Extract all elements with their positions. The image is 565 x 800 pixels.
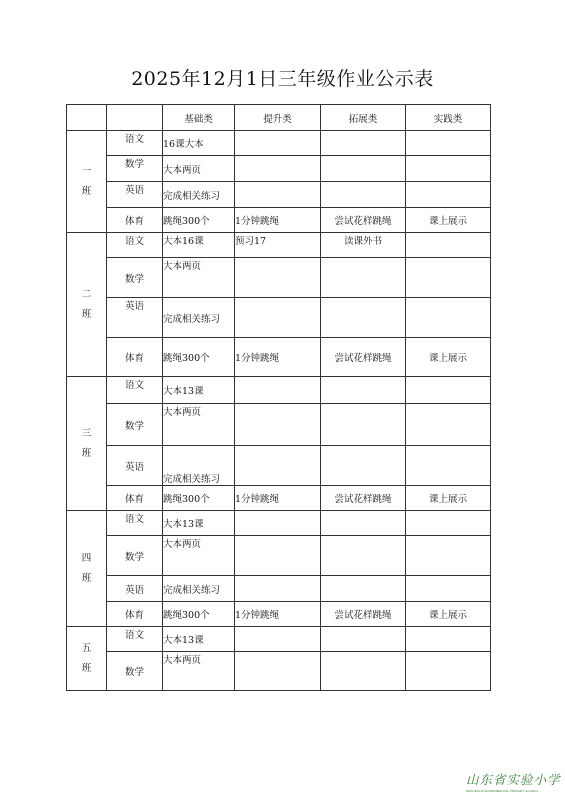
header-subject [107, 105, 163, 131]
practice-cell [406, 156, 491, 182]
basic-cell: 大本13课 [163, 377, 235, 404]
subject-cell: 体育 [107, 338, 163, 377]
extend-cell [321, 404, 406, 446]
practice-cell [406, 446, 491, 486]
improve-cell [235, 627, 321, 652]
practice-cell [406, 536, 491, 576]
header-basic: 基础类 [163, 105, 235, 131]
subject-cell: 数学 [107, 652, 163, 691]
extend-cell [321, 258, 406, 298]
basic-cell: 大本两页 [163, 652, 235, 691]
basic-cell: 16课大本 [163, 131, 235, 156]
table-row [67, 208, 491, 233]
practice-cell [406, 131, 491, 156]
practice-cell [406, 233, 491, 258]
subject-cell: 语文 [107, 233, 163, 258]
subject-cell: 体育 [107, 602, 163, 627]
header-practice: 实践类 [406, 105, 491, 131]
table-row [67, 536, 491, 576]
school-logo-name: 山东省实验小学 [466, 772, 561, 787]
class-cell-3: 三 班 [67, 377, 107, 511]
table-row [67, 446, 491, 486]
table-row [67, 576, 491, 602]
extend-cell [321, 377, 406, 404]
improve-cell [235, 258, 321, 298]
extend-cell [321, 511, 406, 536]
extend-cell: 尝试花样跳绳 [321, 208, 406, 233]
class-cell-4: 四 班 [67, 511, 107, 627]
table-row [67, 377, 491, 404]
basic-cell: 大本13课 [163, 511, 235, 536]
header-improve: 提升类 [235, 105, 321, 131]
basic-cell: 大本两页 [163, 536, 235, 576]
subject-cell: 数学 [107, 156, 163, 182]
subject-cell: 数学 [107, 536, 163, 576]
class-cell-2: 二 班 [67, 233, 107, 377]
improve-cell [235, 377, 321, 404]
improve-cell [235, 298, 321, 338]
basic-cell: 大本16课 [163, 233, 235, 258]
header-row [67, 105, 491, 131]
improve-cell [235, 446, 321, 486]
extend-cell [321, 536, 406, 576]
table-row [67, 131, 491, 156]
practice-cell [406, 298, 491, 338]
practice-cell: 课上展示 [406, 486, 491, 511]
extend-cell: 尝试花样跳绳 [321, 602, 406, 627]
table-row [67, 233, 491, 258]
basic-cell: 完成相关练习 [163, 182, 235, 208]
extend-cell [321, 131, 406, 156]
class-cell-1: 一 班 [67, 131, 107, 233]
extend-cell: 尝试花样跳绳 [321, 486, 406, 511]
class-cell-5: 五 班 [67, 627, 107, 691]
table-row [67, 652, 491, 691]
improve-cell: 1分钟跳绳 [235, 486, 321, 511]
school-logo [466, 770, 562, 796]
practice-cell [406, 377, 491, 404]
improve-cell [235, 511, 321, 536]
basic-cell: 跳绳300个 [163, 486, 235, 511]
extend-cell [321, 156, 406, 182]
subject-cell: 英语 [107, 182, 163, 208]
table-row [67, 258, 491, 298]
table-row [67, 627, 491, 652]
improve-cell [235, 131, 321, 156]
table-row [67, 486, 491, 511]
basic-cell: 完成相关练习 [163, 576, 235, 602]
extend-cell: 尝试花样跳绳 [321, 338, 406, 377]
improve-cell [235, 536, 321, 576]
practice-cell [406, 511, 491, 536]
subject-cell: 数学 [107, 258, 163, 298]
extend-cell [321, 182, 406, 208]
subject-cell: 英语 [107, 576, 163, 602]
practice-cell: 课上展示 [406, 338, 491, 377]
page-title: 2025年12月1日三年级作业公示表 [131, 68, 434, 90]
header-corner [67, 105, 107, 131]
practice-cell [406, 576, 491, 602]
header-extend: 拓展类 [321, 105, 406, 131]
table-row [67, 338, 491, 377]
improve-cell: 预习17 [235, 233, 321, 258]
improve-cell: 1分钟跳绳 [235, 208, 321, 233]
subject-cell: 语文 [107, 627, 163, 652]
practice-cell [406, 182, 491, 208]
subject-cell: 语文 [107, 511, 163, 536]
basic-cell: 大本两页 [163, 258, 235, 298]
subject-cell: 语文 [107, 377, 163, 404]
basic-cell: 大本13课 [163, 627, 235, 652]
basic-cell: 跳绳300个 [163, 208, 235, 233]
practice-cell [406, 627, 491, 652]
extend-cell: 读课外书 [321, 233, 406, 258]
subject-cell: 数学 [107, 404, 163, 446]
basic-cell: 跳绳300个 [163, 602, 235, 627]
improve-cell [235, 576, 321, 602]
extend-cell [321, 627, 406, 652]
table-row [67, 156, 491, 182]
improve-cell: 1分钟跳绳 [235, 338, 321, 377]
practice-cell [406, 404, 491, 446]
practice-cell [406, 652, 491, 691]
subject-cell: 英语 [107, 446, 163, 486]
basic-cell: 大本两页 [163, 156, 235, 182]
practice-cell: 课上展示 [406, 602, 491, 627]
subject-cell: 体育 [107, 486, 163, 511]
basic-cell: 跳绳300个 [163, 338, 235, 377]
table-row [67, 298, 491, 338]
school-logo-english: SHANDONG EXPERIMENTAL PRIMARY SCHOOL [466, 789, 539, 793]
table-row [67, 511, 491, 536]
subject-cell: 体育 [107, 208, 163, 233]
table-row [67, 182, 491, 208]
extend-cell [321, 446, 406, 486]
improve-cell [235, 182, 321, 208]
table-row [67, 404, 491, 446]
practice-cell: 课上展示 [406, 208, 491, 233]
subject-cell: 英语 [107, 298, 163, 338]
basic-cell: 完成相关练习 [163, 298, 235, 338]
basic-cell: 大本两页 [163, 404, 235, 446]
extend-cell [321, 298, 406, 338]
practice-cell [406, 258, 491, 298]
improve-cell [235, 156, 321, 182]
extend-cell [321, 576, 406, 602]
improve-cell: 1分钟跳绳 [235, 602, 321, 627]
basic-cell: 完成相关练习 [163, 446, 235, 486]
improve-cell [235, 404, 321, 446]
extend-cell [321, 652, 406, 691]
subject-cell: 语文 [107, 131, 163, 156]
homework-table [66, 104, 491, 691]
improve-cell [235, 652, 321, 691]
table-row [67, 602, 491, 627]
